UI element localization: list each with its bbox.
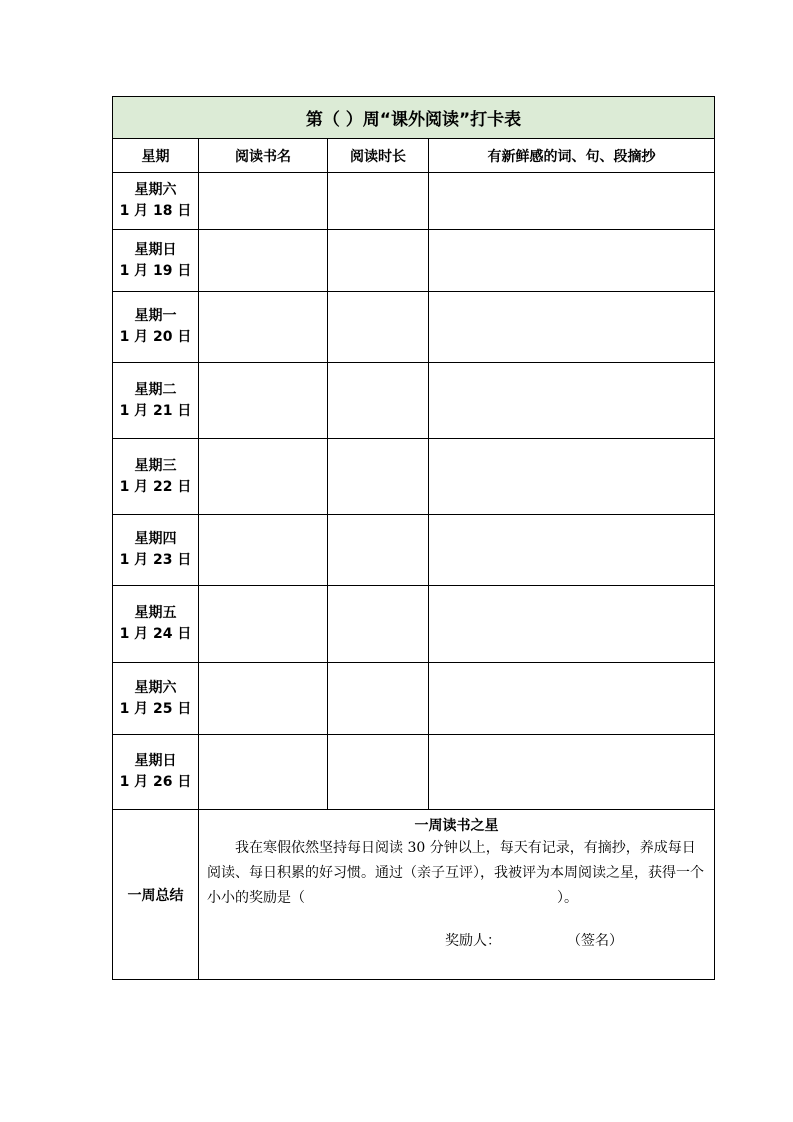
weekday-label: 星期二 xyxy=(134,381,177,398)
day-cell xyxy=(113,663,199,735)
day-cell xyxy=(113,439,199,515)
table-row xyxy=(113,230,715,292)
reading-duration-cell[interactable] xyxy=(328,230,429,292)
reading-duration-cell[interactable] xyxy=(328,439,429,515)
reading-star-title: 一周读书之星 xyxy=(414,818,499,834)
day-cell xyxy=(113,292,199,363)
weekday-label: 星期一 xyxy=(134,308,177,324)
date-label: 1 月 24 日 xyxy=(119,626,192,642)
date-label: 1 月 22 日 xyxy=(119,478,192,495)
sign-note: （签名） xyxy=(567,933,623,949)
excerpt-cell[interactable] xyxy=(429,515,715,586)
reading-duration-cell[interactable] xyxy=(328,363,429,439)
header-reading-duration: 阅读时长 xyxy=(328,139,429,173)
weekday-label: 星期五 xyxy=(134,605,177,621)
book-title-cell[interactable] xyxy=(199,663,328,735)
reading-duration-cell[interactable] xyxy=(328,586,429,663)
excerpt-cell[interactable] xyxy=(429,230,715,292)
day-cell xyxy=(113,515,199,586)
summary-cell xyxy=(199,810,715,980)
title-row xyxy=(113,97,715,139)
date-label: 1 月 19 日 xyxy=(119,262,192,279)
day-cell xyxy=(113,173,199,230)
excerpt-cell[interactable] xyxy=(429,439,715,515)
table-row xyxy=(113,292,715,363)
summary-row xyxy=(113,810,715,980)
weekday-label: 星期日 xyxy=(134,753,177,769)
table-row xyxy=(113,663,715,735)
day-cell xyxy=(113,586,199,663)
reading-duration-cell[interactable] xyxy=(328,735,429,810)
day-cell xyxy=(113,363,199,439)
date-label: 1 月 20 日 xyxy=(119,329,192,345)
book-title-cell[interactable] xyxy=(199,586,328,663)
weekday-label: 星期六 xyxy=(134,679,177,696)
table-row xyxy=(113,363,715,439)
header-weekday: 星期 xyxy=(113,139,199,173)
reading-duration-cell[interactable] xyxy=(328,663,429,735)
book-title-cell[interactable] xyxy=(199,230,328,292)
header-book-title: 阅读书名 xyxy=(199,139,328,173)
excerpt-cell[interactable] xyxy=(429,363,715,439)
header-row xyxy=(113,139,715,173)
summary-body-text: 我在寒假依然坚持每日阅读 30 分钟以上，每天有记录，有摘抄，养成每日阅读、每日积累的好习惯。通过（亲子互评），我被评为本周阅读之星，获得一个小小的奖励是（ xyxy=(207,840,704,906)
book-title-cell[interactable] xyxy=(199,363,328,439)
excerpt-cell[interactable] xyxy=(429,173,715,230)
reward-blank-close: ）。 xyxy=(557,890,578,906)
table-row xyxy=(113,735,715,810)
book-title-cell[interactable] xyxy=(199,515,328,586)
summary-label: 一周总结 xyxy=(113,810,199,980)
weekday-label: 星期四 xyxy=(134,531,177,547)
excerpt-cell[interactable] xyxy=(429,586,715,663)
reading-duration-cell[interactable] xyxy=(328,292,429,363)
book-title-cell[interactable] xyxy=(199,735,328,810)
table-row xyxy=(113,439,715,515)
book-title-cell[interactable] xyxy=(199,439,328,515)
summary-text xyxy=(199,835,714,911)
date-label: 1 月 23 日 xyxy=(119,552,192,568)
date-label: 1 月 25 日 xyxy=(119,700,192,717)
reading-duration-cell[interactable] xyxy=(328,173,429,230)
table-row xyxy=(113,586,715,663)
weekday-label: 星期日 xyxy=(134,241,177,258)
day-cell xyxy=(113,230,199,292)
sheet-title: 第（ ）周“课外阅读”打卡表 xyxy=(113,97,715,139)
table-row xyxy=(113,173,715,230)
book-title-cell[interactable] xyxy=(199,173,328,230)
date-label: 1 月 21 日 xyxy=(119,402,192,419)
excerpt-cell[interactable] xyxy=(429,735,715,810)
excerpt-cell[interactable] xyxy=(429,663,715,735)
date-label: 1 月 26 日 xyxy=(119,774,192,790)
header-excerpts: 有新鲜感的词、句、段摘抄 xyxy=(429,139,715,173)
book-title-cell[interactable] xyxy=(199,292,328,363)
weekday-label: 星期三 xyxy=(134,457,177,474)
reading-duration-cell[interactable] xyxy=(328,515,429,586)
day-cell xyxy=(113,735,199,810)
date-label: 1 月 18 日 xyxy=(119,203,192,219)
signer-label: 奖励人： xyxy=(445,933,501,949)
signature-line xyxy=(199,930,714,950)
table-row xyxy=(113,515,715,586)
excerpt-cell[interactable] xyxy=(429,292,715,363)
weekday-label: 星期六 xyxy=(134,182,177,198)
reading-checkin-table xyxy=(112,96,715,980)
